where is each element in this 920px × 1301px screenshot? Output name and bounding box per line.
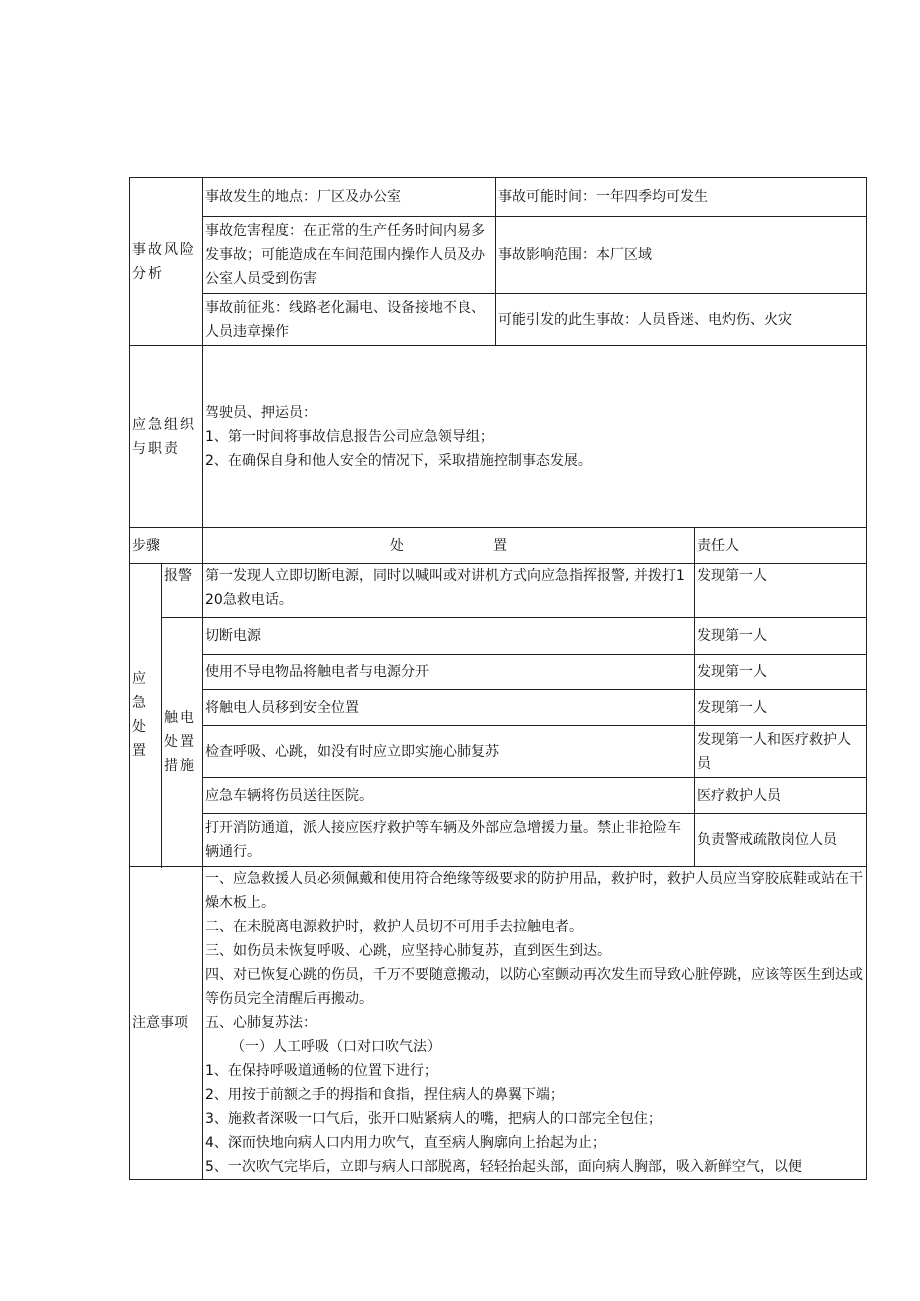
note-line: 二、在未脱离电源救护时，救护人员切不可用手去拉触电者。 [205,919,583,935]
emergency-handling-label: 应急处置 [130,564,162,867]
alarm-owner: 发现第一人 [695,564,867,618]
note-line: 3、施救者深吸一口气后，张开口贴紧病人的嘴，把病人的口部完全包住； [205,1111,662,1127]
note-line: （一）人工呼吸（口对口吹气法） [231,1039,441,1055]
shock-handling-label: 触电处置措施 [162,618,203,867]
alarm-label: 报警 [162,564,203,618]
accident-location: 事故发生的地点：厂区及办公室 [203,178,496,217]
note-line: 四、对已恢复心跳的伤员，千万不要随意搬动，以防心室颤动再次发生而导致心脏停跳，应该等医生到达或等伤员完全清醒后再搬动。 [205,967,863,1007]
shock-action: 将触电人员移到安全位置 [203,690,695,726]
note-line: 一、应急救援人员必须佩戴和使用符合绝缘等级要求的防护用品，救护时，救护人员应当穿胶底鞋或站在干燥木板上。 [205,871,863,911]
risk-analysis-label: 事故风险分析 [130,178,203,346]
notes-content [203,867,867,1180]
action-header [203,528,695,564]
note-line: 1、在保持呼吸道通畅的位置下进行； [205,1063,438,1079]
action-header-char-2: 置 [492,537,507,554]
notes-label: 注意事项 [130,867,203,1180]
shock-owner: 负责警戒疏散岗位人员 [695,814,867,867]
accident-time: 事故可能时间：一年四季均可发生 [496,178,867,217]
emergency-plan-document [129,177,866,1180]
note-line: 2、用按于前额之手的拇指和食指，捏住病人的鼻翼下端； [205,1087,564,1103]
shock-owner: 发现第一人 [695,655,867,690]
shock-owner: 发现第一人 [695,690,867,726]
steps-table [129,527,867,867]
shock-owner: 医疗救护人员 [695,778,867,814]
shock-action: 打开消防通道，派人接应医疗救护等车辆及外部应急增援力量。禁止非抢险车辆通行。 [203,814,695,867]
step-header: 步骤 [130,528,203,564]
shock-action: 切断电源 [203,618,695,655]
emergency-org-label: 应急组织与职责 [130,346,203,528]
notes-table [129,866,867,1180]
accident-scope: 事故影响范围：本厂区域 [496,217,867,294]
action-header-char-1: 处 [390,537,405,554]
shock-action: 应急车辆将伤员送往医院。 [203,778,695,814]
shock-action: 检查呼吸、心跳，如没有时应立即实施心肺复苏 [203,726,695,778]
note-line: 五、心肺复苏法： [205,1015,317,1031]
note-line: 5、一次吹气完毕后，立即与病人口部脱离，轻轻抬起头部，面向病人胸部，吸入新鲜空气，以便 [205,1159,802,1175]
accident-severity: 事故危害程度：在正常的生产任务时间内易多发事故；可能造成在车间范围内操作人员及办公室人员受到伤害 [203,217,496,294]
derived-accidents: 可能引发的此生事故：人员昏迷、电灼伤、火灾 [496,294,867,346]
shock-action: 使用不导电物品将触电者与电源分开 [203,655,695,690]
org-line: 1、第一时间将事故信息报告公司应急领导组； [205,428,494,445]
org-line: 2、在确保自身和他人安全的情况下，采取措施控制事态发展。 [205,452,592,469]
risk-org-table [129,177,867,528]
emergency-org-duties [203,346,867,528]
shock-owner: 发现第一人和医疗救护人员 [695,726,867,778]
accident-precursor: 事故前征兆：线路老化漏电、设备接地不良、人员违章操作 [203,294,496,346]
shock-owner: 发现第一人 [695,618,867,655]
owner-header: 责任人 [695,528,867,564]
org-line: 驾驶员、押运员： [205,404,317,421]
alarm-action: 第一发现人立即切断电源，同时以喊叫或对讲机方式向应急指挥报警, 并拨打120急救电话。 [203,564,695,618]
note-line: 4、深而快地向病人口内用力吹气，直至病人胸廓向上抬起为止； [205,1135,606,1151]
note-line: 三、如伤员未恢复呼吸、心跳，应坚持心肺复苏，直到医生到达。 [205,943,611,959]
